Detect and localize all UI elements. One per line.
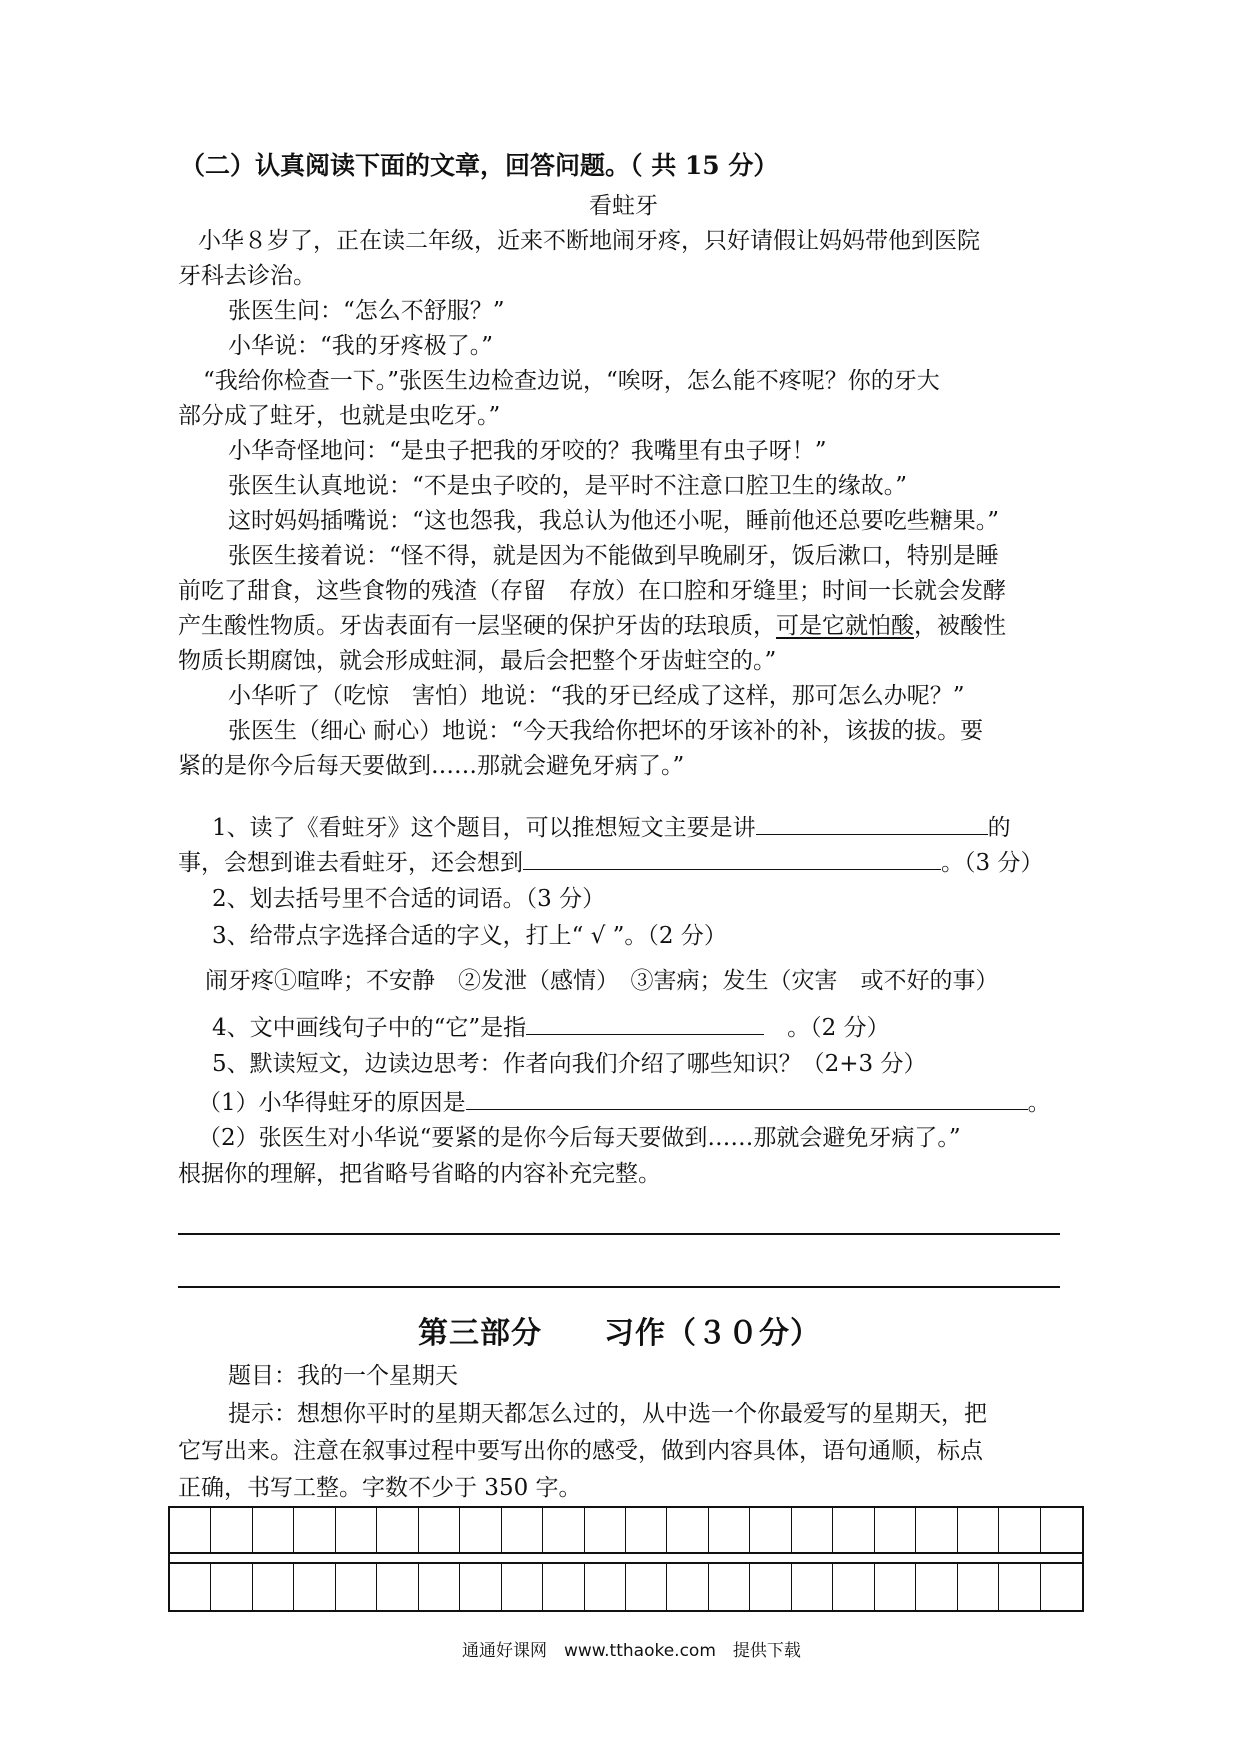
part3-title: 第三部分 习作（３０分） <box>418 1316 821 1351</box>
question-1-text: 1、读了《看蛀牙》这个题目，可以推想短文主要是讲 <box>212 815 756 841</box>
question-5-2-line1: （2）张医生对小华说“要紧的是你今后每天要做到……那就会避免牙病了。” <box>198 1125 961 1151</box>
story-zhang-serious: 张医生认真地说：“不是虫子咬的，是平时不注意口腔卫生的缘故。” <box>228 473 908 499</box>
story-para1-line2: 牙科去诊治。 <box>178 263 316 289</box>
question-1-line2 <box>178 847 1043 877</box>
question-3: 3、给带点字选择合适的字义，打上“ √ ”。（2 分） <box>212 923 727 949</box>
story-zhang-patient-line2: 紧的是你今后每天要做到……那就会避免牙病了。” <box>178 753 685 779</box>
story-explain-line1: 张医生接着说：“怪不得，就是因为不能做到早晚刷牙，饭后漱口，特别是睡 <box>228 543 999 569</box>
story-explain-line3-end: ，被酸性 <box>914 613 1006 639</box>
question-5-1-end: 。 <box>1027 1090 1051 1116</box>
question-1-points: 。（3 分） <box>941 850 1044 876</box>
story-check-line2: 部分成了蛀牙，也就是虫吃牙。” <box>178 403 501 429</box>
story-explain-line2: 前吃了甜食，这些食物的残渣（存留 存放）在口腔和牙缝里；时间一长就会发酵 <box>178 578 1006 604</box>
question-2: 2、划去括号里不合适的词语。（3 分） <box>212 886 606 912</box>
story-explain-line4: 物质长期腐蚀，就会形成蛀洞，最后会把整个牙齿蛀空的。” <box>178 648 777 674</box>
answer-blank-5-1[interactable] <box>466 1087 1028 1110</box>
writing-grid-row-2[interactable] <box>168 1562 1084 1612</box>
question-4 <box>212 1012 890 1042</box>
story-explain-line3 <box>178 612 1006 640</box>
question-5-2-line2: 根据你的理解，把省略号省略的内容补充完整。 <box>178 1161 661 1187</box>
essay-hint-line1: 提示：想想你平时的星期天都怎么过的，从中选一个你最爱写的星期天，把 <box>228 1401 987 1427</box>
story-xiaohua-wonder: 小华奇怪地问：“是虫子把我的牙咬的？我嘴里有虫子呀！” <box>228 438 827 464</box>
answer-line-2[interactable] <box>178 1286 1060 1288</box>
story-line-zhang-ask: 张医生问：“怎么不舒服？” <box>228 298 505 324</box>
essay-hint-line3: 正确，书写工整。字数不少于 350 字。 <box>178 1475 582 1501</box>
story-check-line1: “我给你检查一下。”张医生边检查边说，“唉呀，怎么能不疼呢？你的牙大 <box>203 368 940 394</box>
question-4-text: 4、文中画线句子中的“它”是指 <box>212 1015 527 1041</box>
section-heading: （二）认真阅读下面的文章，回答问题。（ 共 15 分） <box>180 151 779 180</box>
question-5-1-text: （1）小华得蛀牙的原因是 <box>198 1090 466 1116</box>
story-para1-line1: 小华８岁了，正在读二年级，近来不断地闹牙疼，只好请假让妈妈带他到医院 <box>198 228 980 254</box>
essay-topic: 题目：我的一个星期天 <box>228 1363 458 1389</box>
story-mom-line: 这时妈妈插嘴说：“这也怨我，我总认为他还小呢，睡前他还总要吃些糖果。” <box>228 508 1000 534</box>
essay-hint-line2: 它写出来。注意在叙事过程中要写出你的感受，做到内容具体，语句通顺，标点 <box>178 1438 983 1464</box>
answer-blank-1b[interactable] <box>523 847 941 870</box>
question-1-line1 <box>212 812 1011 842</box>
question-1-suffix: 的 <box>987 815 1011 841</box>
story-zhang-patient-line1: 张医生（细心 耐心）地说：“今天我给你把坏的牙该补的补，该拔的拔。要 <box>228 718 984 744</box>
question-4-points: 。（2 分） <box>787 1015 890 1041</box>
question-1-text-2: 事，会想到谁去看蛀牙，还会想到 <box>178 850 523 876</box>
story-explain-line3-start: 产生酸性物质。牙齿表面有一层坚硬的保护牙齿的珐琅质， <box>178 613 776 639</box>
story-line-xiaohua-say: 小华说：“我的牙疼极了。” <box>228 333 494 359</box>
answer-blank-4[interactable] <box>526 1012 764 1035</box>
page-footer: 通通好课网 www.tthaoke.com 提供下载 <box>462 1641 801 1661</box>
question-3-options: 闹牙疼①喧哗；不安静 ②发泄（感情） ③害病；发生（灾害 或不好的事） <box>205 968 999 994</box>
answer-line-1[interactable] <box>178 1233 1060 1235</box>
story-title: 看蛀牙 <box>589 193 658 219</box>
story-xiaohua-heard: 小华听了（吃惊 害怕）地说：“我的牙已经成了这样，那可怎么办呢？” <box>228 683 965 709</box>
question-5-1 <box>198 1087 1051 1117</box>
underlined-sentence: 可是它就怕酸 <box>776 613 914 639</box>
writing-grid-row-1[interactable] <box>168 1506 1084 1554</box>
question-5: 5、默读短文，边读边思考：作者向我们介绍了哪些知识？（2+3 分） <box>212 1051 927 1077</box>
answer-blank-1a[interactable] <box>756 812 988 835</box>
